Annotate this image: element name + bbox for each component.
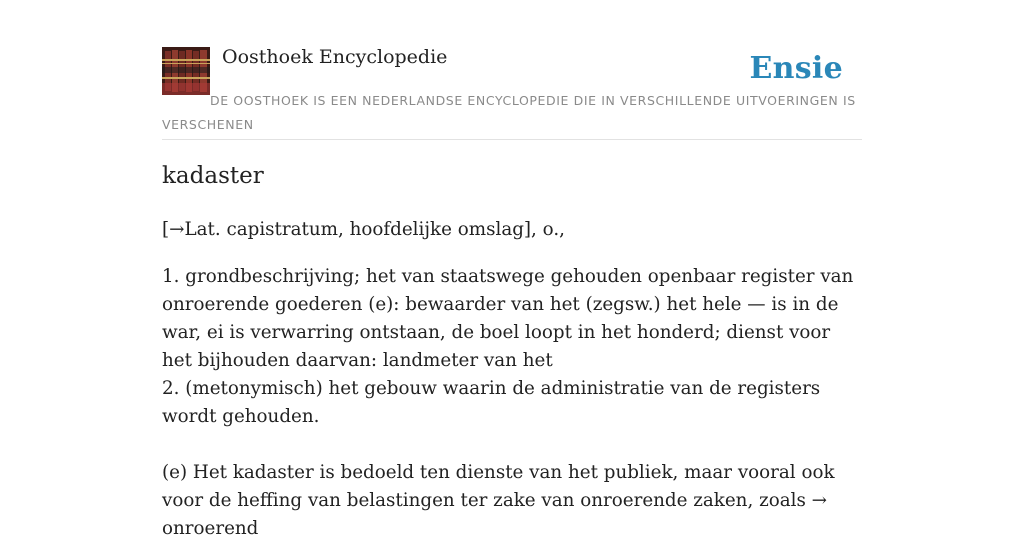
sense-1: 1. grondbeschrijving; het van staatswege gehouden openbaar register van onroerende goederen (e): bewaarder van het (zegsw.) het hele — is in de war, ei is verwarring ontstaan, de boel loopt in het honderd; dienst voor het bijhouden daarvan: landmeter van het xyxy=(162,266,854,371)
etymology xyxy=(162,216,862,244)
etymology-text: Lat. capistratum, hoofdelijke omslag], o., xyxy=(184,219,565,240)
note-text: (e) Het kadaster is bedoeld ten dienste van het publiek, maar vooral ook voor de heffing van belastingen ter zake van onroerende zaken, zoals xyxy=(162,462,835,511)
entry-body xyxy=(162,216,862,543)
sense-2: 2. (metonymisch) het gebouw waarin de administratie van de registers wordt gehouden. xyxy=(162,378,821,427)
header-divider xyxy=(162,139,862,140)
entry-headword: kadaster xyxy=(162,163,264,189)
encyclopedia-books-icon xyxy=(162,47,210,95)
site-tagline: DE OOSTHOEK IS EEN NEDERLANDSE ENCYCLOPEDIE DIE IN VERSCHILLENDE UITVOERINGEN IS VERSCHENEN xyxy=(162,93,856,132)
cross-reference-arrow-icon: → xyxy=(811,490,827,511)
cross-reference-arrow-icon: → xyxy=(169,219,185,240)
etymology-open-bracket: [ xyxy=(162,219,170,240)
brand-logo-link[interactable]: Ensie xyxy=(749,51,843,86)
site-title[interactable]: Oosthoek Encyclopedie xyxy=(222,46,448,68)
site-avatar[interactable] xyxy=(162,47,210,95)
cross-reference-link-label: onroerend xyxy=(162,518,259,539)
encyclopedic-note xyxy=(162,459,862,543)
